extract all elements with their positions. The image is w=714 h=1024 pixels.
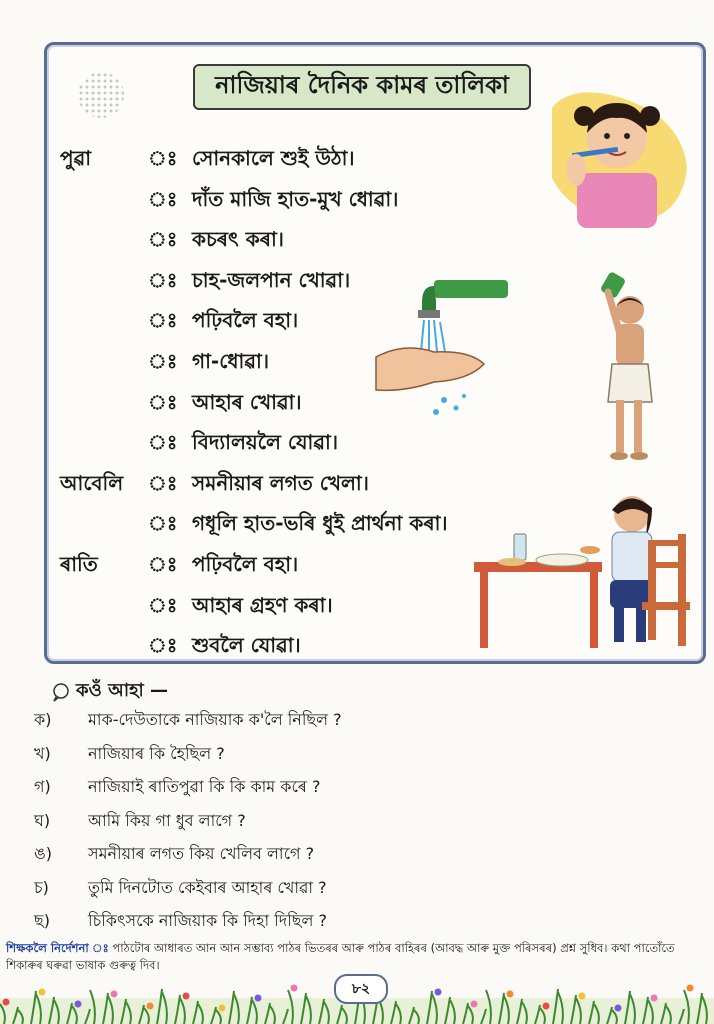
schedule-task: গা-ধোৱা। [192, 349, 269, 373]
question-text: সমনীয়াৰ লগত কিয় খেলিব লাগে ? [88, 844, 315, 863]
schedule-period: আবেলি [60, 470, 124, 495]
schedule-task: আহাৰ খোৱা। [192, 389, 302, 414]
question-label: চ) [34, 877, 49, 897]
question-label: খ) [34, 743, 51, 763]
schedule-task: চাহ-জলপান খোৱা। [192, 267, 351, 292]
question-row [0, 807, 714, 835]
schedule-colon: ঃ [148, 430, 178, 455]
schedule-colon: ঃ [148, 146, 178, 170]
schedule-row [0, 224, 714, 254]
schedule-colon: ঃ [148, 227, 178, 252]
teacher-note [6, 940, 710, 974]
question-label: ক) [34, 710, 52, 729]
page-number: ৮২ [334, 974, 388, 1004]
girl-eating-illustration [472, 484, 696, 652]
schedule-colon: ঃ [148, 592, 178, 617]
schedule-task: পঢ়িবলৈ বহা। [192, 552, 299, 576]
schedule-colon: ঃ [148, 389, 178, 414]
question-row [0, 874, 714, 902]
page-title: নাজিয়াৰ দৈনিক কামৰ তালিকা [193, 64, 531, 110]
schedule-colon: ঃ [148, 470, 178, 495]
question-label: ছ) [34, 911, 50, 930]
schedule-period: পুৱা [60, 146, 92, 170]
boy-bathing-illustration [586, 272, 666, 464]
schedule-colon: ঃ [148, 552, 178, 576]
schedule-period: ৰাতি [60, 552, 98, 576]
schedule-colon: ঃ [148, 308, 178, 333]
speech-bubble-icon [50, 682, 72, 702]
girl-brushing-illustration [532, 78, 692, 228]
question-text: আমি কিয় গা ধুব লাগে ? [88, 810, 246, 830]
question-text: মাক-দেউতাকে নাজিয়াক ক'লৈ নিছিল ? [88, 710, 342, 729]
question-label: ঘ) [34, 810, 51, 830]
schedule-task: গধূলি হাত-ভৰি ধুই প্ৰাৰ্থনা কৰা। [192, 511, 448, 536]
schedule-colon: ঃ [148, 511, 178, 536]
question-row [0, 840, 714, 868]
schedule-colon: ঃ [148, 633, 178, 658]
question-row [0, 706, 714, 734]
question-text: চিকিৎসকে নাজিয়াক কি দিহা দিছিল ? [88, 911, 327, 930]
teacher-note-text: পাঠটোৰ আধাৰত আন আন সম্ভাব্য পাঠৰ ভিতৰৰ আৰু পাঠৰ বাহিৰৰ (আবদ্ধ আৰু মুক্ত পৰিসৰৰ) প্ৰশ্ন সুধিব। কথা পাতোঁতে শিকাৰুৰ ঘৰুৱা ভাষাক গুৰুত্ব দিব। [6, 941, 675, 972]
dot-pattern-decoration [78, 72, 124, 118]
question-text: নাজিয়াই ৰাতিপুৱা কি কি কাম কৰে ? [88, 777, 321, 796]
hand-washing-illustration [374, 272, 514, 432]
question-label: গ) [34, 777, 51, 796]
schedule-task: সমনীয়াৰ লগত খেলা। [192, 470, 369, 495]
schedule-task: আহাৰ গ্ৰহণ কৰা। [192, 592, 333, 617]
schedule-task: কচৰৎ কৰা। [192, 227, 284, 252]
schedule-task: সোনকালে শুই উঠা। [192, 146, 355, 170]
questions-heading [50, 676, 168, 707]
question-row [0, 740, 714, 768]
schedule-task: দাঁত মাজি হাত-মুখ ধোৱা। [192, 186, 399, 211]
question-label: ঙ) [34, 844, 52, 863]
question-text: নাজিয়াৰ কি হৈছিল ? [88, 743, 225, 763]
question-row [0, 907, 714, 935]
teacher-note-label: শিক্ষকলৈ নিৰ্দেশনা ঃ [6, 941, 109, 955]
schedule-task: বিদ্যালয়লৈ যোৱা। [192, 430, 339, 455]
schedule-colon: ঃ [148, 186, 178, 211]
question-row [0, 773, 714, 801]
schedule-task: পঢ়িবলৈ বহা। [192, 308, 299, 333]
questions-heading-text: কওঁ আহা — [76, 680, 169, 701]
schedule-task: শুবলৈ যোৱা। [192, 633, 301, 658]
schedule-colon: ঃ [148, 349, 178, 373]
schedule-colon: ঃ [148, 267, 178, 292]
question-text: তুমি দিনটোত কেইবাৰ আহাৰ খোৱা ? [88, 877, 327, 897]
